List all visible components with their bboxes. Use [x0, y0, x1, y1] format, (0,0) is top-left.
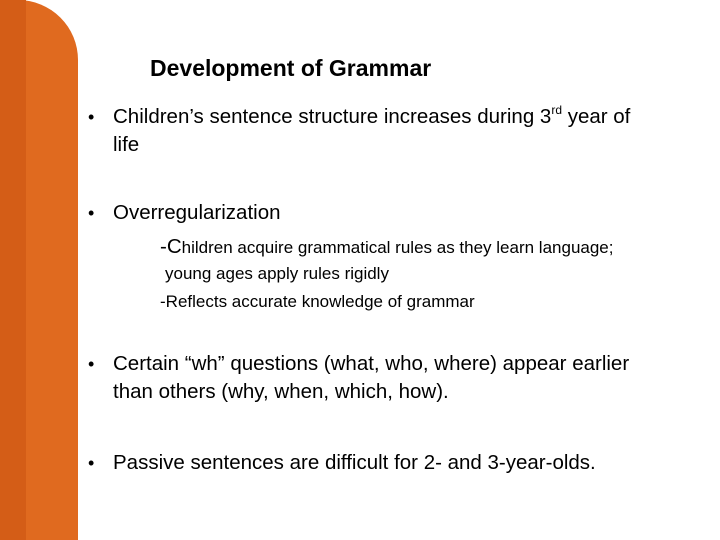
accent-side-bar: [0, 0, 78, 540]
bullet-text: Certain “wh” questions (what, who, where) appear earlier: [113, 352, 630, 375]
bullet-marker: •: [88, 107, 95, 127]
bullet-text: Passive sentences are difficult for 2- and 3-year-olds.: [113, 451, 596, 474]
bullet-marker: •: [88, 203, 95, 223]
bullet-text: Overregularization: [113, 201, 281, 224]
slide-title: Development of Grammar: [150, 55, 432, 81]
accent-side-bar-shade: [0, 0, 26, 540]
sub-point-text: hildren acquire grammatical rules as they learn language;: [181, 238, 614, 257]
bullet-marker: •: [88, 453, 95, 473]
bullet-text-part: year of: [562, 105, 631, 128]
bullet-text-part: Children’s sentence structure increases during 3: [113, 105, 552, 128]
sub-point-line-1: [160, 236, 614, 259]
bullet-marker: •: [88, 354, 95, 374]
ordinal-superscript: rd: [551, 103, 562, 117]
bullet-text-line2: than others (why, when, which, how).: [113, 380, 449, 403]
sub-point-line-2: young ages apply rules rigidly: [165, 264, 389, 283]
sub-point-line-3: -Reflects accurate knowledge of grammar: [160, 292, 475, 311]
bullet-text-line2: life: [113, 133, 140, 156]
bullet-text: [113, 103, 718, 131]
sub-point-lead: -C: [160, 235, 182, 258]
